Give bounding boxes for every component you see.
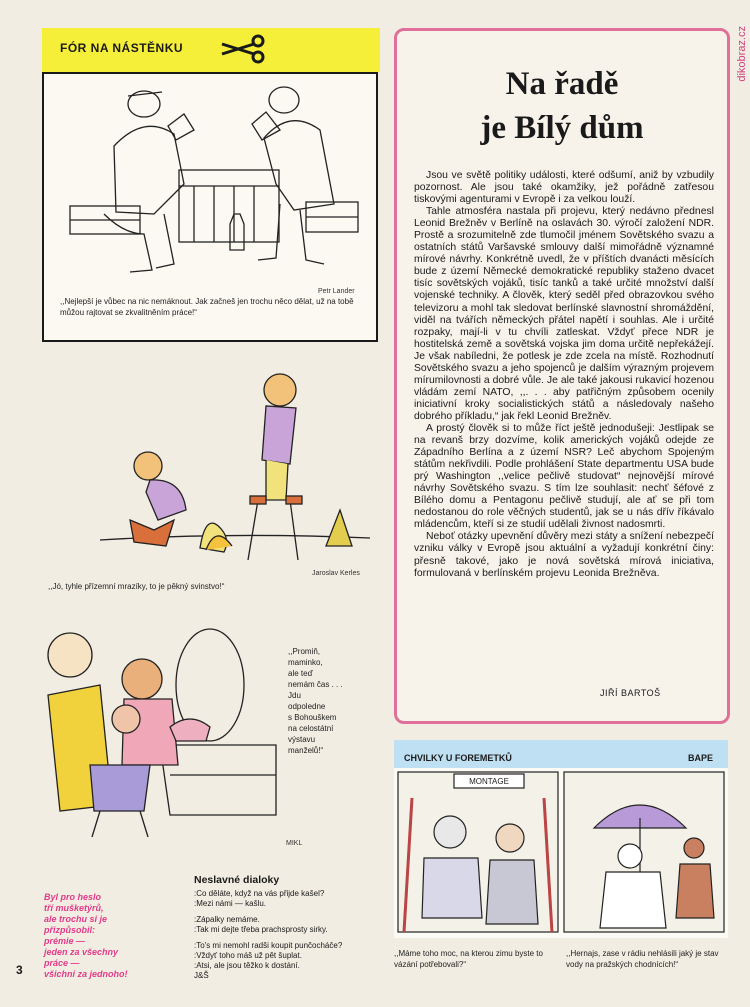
dialog-line: :To's mi nemohl radši koupit punčocháče? <box>194 941 343 950</box>
dialog-line: :Vždyť toho máš už pět šuplat. <box>194 951 302 960</box>
caption-line: ,,Promiň, <box>288 647 321 656</box>
caption-line: odpoledne <box>288 702 326 711</box>
article-body <box>414 170 714 580</box>
article-paragraph: A prostý člověk si to může říct ještě jednodušeji: Jestlipak se na revanš brzy dozvíme, kolik amerických vojáků odejde ze Západního Berlína a z území NSR? Leč abychom Spojeným státům nekřivdili. Podle prohlášení State departmentu USA bude prý Washington ,,velice pečlivě studovat“ nejnovější mírové návrhy Sovětského svazu. S tím lze souhlasit: nechť šéfové z Bílého domu a Pentagonu pečlivě studují, ale ať se při tom nedostanou do role věčných studentů, jak se u nás dřív říkávalo mládencům, kteří si ze studií udělali živnost nadosmrti. <box>414 422 714 531</box>
cartoon3-caption <box>288 646 378 756</box>
cartoon3-credit: MIKL <box>286 840 303 847</box>
dialog-line: :Co děláte, když na vás přijde kašel? <box>194 889 325 898</box>
pink-note-line: práce — <box>44 958 80 968</box>
article-title-line2: je Bílý dům <box>480 110 644 146</box>
cartoon1-credit: Petr Lander <box>318 288 355 295</box>
chvilky-caption-left: ,,Máme toho moc, na kterou zimu byste to vázání potřebovali?“ <box>394 949 543 969</box>
caption-line: manželů!“ <box>288 746 324 755</box>
cartoon1-caption: ,,Nejlepší je vůbec na nic nemáknout. Jak začneš jen trochu něco dělat, už na tobě můžou rajtovat se zkvalitněním práce!“ <box>60 297 354 317</box>
stilts-illustration <box>90 360 380 565</box>
caption-line: Jdu <box>288 691 301 700</box>
pink-note-line: tří mušketýrů, <box>44 903 104 913</box>
article-title-line1: Na řadě <box>505 66 619 102</box>
pink-note-line: ale trochu si je <box>44 914 108 924</box>
pink-note-line: přizpůsobil: <box>44 925 95 935</box>
chvilky-illustration <box>394 768 728 938</box>
page-number: 3 <box>16 963 23 977</box>
dialog-line: :Atsi, ale jsou těžko k dostání. <box>194 961 300 970</box>
dialog-line: :Zápalky nemáme. <box>194 915 260 924</box>
article-paragraph: Tahle atmosféra nastala při projevu, který nedávno přednesl Leonid Brežněv v Berlíně na oslavách 30. výročí založení NDR. Prostě a srozumitelně zde tlumočil jménem Sovětského svazu a ostatních států Varšavské smlouvy další mimořádně významné mírové návrhy. Konkrétně uvedl, že v příštích dvanácti měsících bude z území Německé demokratické republiky staženo dvacet tisíc sovětských vojáků, tisíc tanků a také určité množství další vojenské techniky. A člověk, který seděl před obrazovkou svého televizoru a mohl tak sledovat berlínské slavnostní shromáždění, viděl na tvářích německých přátel napětí i souhlas. Ale i určité rozpaky, mají-li v tu chvíli zatleskat. Vždyť přece NDR je hostitelská země a sovětská vojska jim doma určitě nepřekážejí. Je však nabíledni, že potlesk je zde zcela na místě. Rozhodnutí Sovětského svazu a jeho spojenců je dalším výrazným projevem mírumilovnosti a dobré vůle. Je ale také jakousi rukavicí hozenou vládám zemí NATO, ,,. . . aby patřičným způsobem ocenily iniciativní kroky socialistických států a následovaly našeho dobrého příkladu,“ jak řekl Leonid Brežněv. <box>414 206 714 422</box>
scissors-icon <box>218 34 268 64</box>
cartoon2-caption: ,,Jó, tyhle přízemní mrazíky, to je pěkný svinstvo!“ <box>48 582 225 591</box>
article-title <box>400 62 724 150</box>
article-paragraph: Jsou ve světě politiky události, které odšumí, aniž by vzbudily pozornost. Ale jsou také okamžiky, jež pořádně zatřesou tiskovými agenturami v Evropě i za velkou louží. <box>414 170 714 206</box>
caption-line: nemám čas . . . <box>288 680 343 689</box>
pink-note-line: Byl pro heslo <box>44 892 102 902</box>
pink-note-line: jeden za všechny <box>44 947 119 957</box>
dialogs-list <box>194 889 390 981</box>
chvilky-title: CHVILKY U FOREMETKŮ <box>404 753 512 763</box>
pink-note-line: prémie — <box>44 936 86 946</box>
chvilky-caption-right: ,,Hernajs, zase v rádiu nehlásili jaký je stav vody na pražských chodnících!“ <box>566 949 719 969</box>
dialog-line: :Mezi námi — kašlu. <box>194 899 267 908</box>
section-title: FÓR NA NÁSTĚNKU <box>60 41 184 55</box>
caption-line: na celostátní <box>288 724 334 733</box>
mirror-illustration <box>40 615 280 840</box>
chvilky-credit: BAPE <box>688 753 714 763</box>
caption-line: výstavu <box>288 735 316 744</box>
cartoon2-credit: Jaroslav Kerles <box>312 570 360 577</box>
dialogs-title: Neslavné dialoky <box>194 874 280 886</box>
chvilky-cartoons <box>394 768 728 938</box>
caption-line: ale teď <box>288 669 313 678</box>
article-paragraph: Neboť otázky upevnění důvěry mezi státy a snížení nebezpečí vzniku války v Evropě jsou aktuální a vyžadují konkrétní činy: přesně takové, jako je nová sovětská mírová iniciativa, formulovaná v berlínském projevu Leonida Brežněva. <box>414 531 714 579</box>
site-url: dikobraz.cz <box>736 26 748 82</box>
shop-sign: MONTAGE <box>469 777 509 786</box>
dialog-signature: J&Š <box>194 971 209 980</box>
caption-line: s Bohouškem <box>288 713 337 722</box>
caption-line: maminko, <box>288 658 323 667</box>
pink-note <box>44 892 154 980</box>
article-author: JIŘÍ BARTOŠ <box>600 688 661 698</box>
dialog-line: :Tak mi dejte třeba prachsprosty sirky. <box>194 925 328 934</box>
pink-note-line: všichni za jednoho! <box>44 969 128 979</box>
